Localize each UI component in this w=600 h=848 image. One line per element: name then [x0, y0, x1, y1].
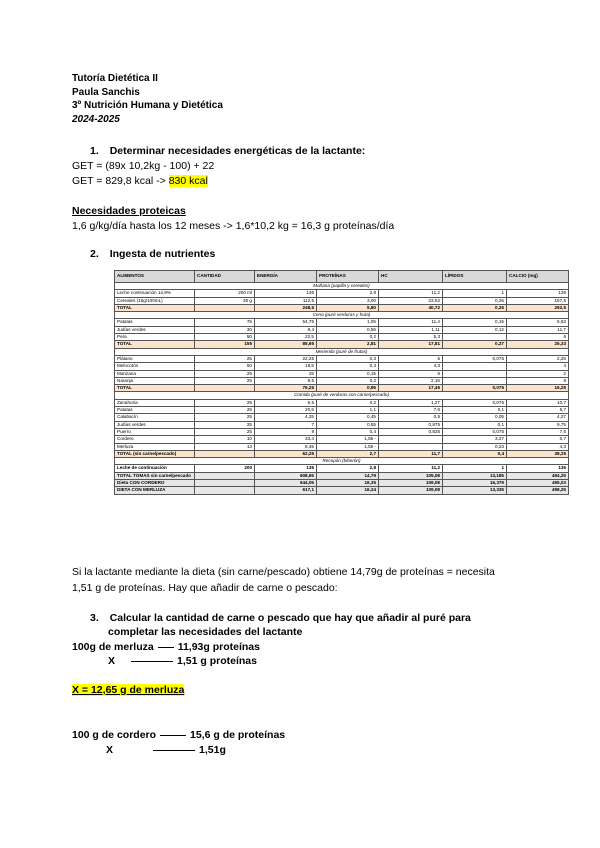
table-cell: 5,5 [255, 399, 317, 406]
degree-line: 3º Nutrición Humana y Dietética [72, 100, 223, 111]
table-cell: 136 [255, 290, 317, 297]
table-cell: 0,2 [317, 399, 379, 406]
table-cell: 0,075 [443, 399, 507, 406]
table-cell [195, 450, 255, 457]
table-header-cell: CALCIO (mg) [507, 271, 569, 283]
table-header-row [115, 271, 569, 283]
table-cell: 75 [195, 319, 255, 326]
table-cell: Judías verdes [115, 326, 195, 333]
table-cell: 54,75 [255, 319, 317, 326]
table-cell: 0,5 [379, 414, 443, 421]
table-cell: 3,00 [317, 297, 379, 304]
table-row [115, 326, 569, 333]
table-cell: 76,25 [255, 385, 317, 392]
table-cell: 16,34 [317, 487, 379, 494]
proteins-text: 1,6 g/kg/día hasta los 12 meses -> 1,6*10,2 kg = 16,3 g proteínas/día [72, 220, 395, 232]
table-cell: 0,2 [317, 377, 379, 384]
table-cell: 200 ml [195, 290, 255, 297]
table-cell: 2,7 [317, 450, 379, 457]
table-cell: 109,08 [379, 487, 443, 494]
table-cell: 25 [195, 414, 255, 421]
table-section-label: Comida (puré de verduras con carne/pescado) [115, 392, 569, 399]
table-cell: 1,1 [317, 407, 379, 414]
table-cell [443, 334, 507, 341]
table-cell: 0,075 [443, 355, 507, 362]
table-cell: 0,4 [317, 428, 379, 435]
section-3-number: 3. [90, 612, 99, 624]
table-cell: 11,2 [379, 465, 443, 472]
table-cell: 6 [379, 370, 443, 377]
table-header-cell: PROTEÍNAS [317, 271, 379, 283]
table-header-cell: LÍPIDOS [443, 271, 507, 283]
table-cell: 0,4 [443, 450, 507, 457]
table-cell: 7 [255, 421, 317, 428]
table-cell: 112,5 [255, 297, 317, 304]
table-cell: 14,79 [317, 472, 379, 479]
table-row [115, 377, 569, 384]
table-cell: 9,75 [507, 421, 569, 428]
table-row [115, 290, 569, 297]
table-cell: 136 [255, 465, 317, 472]
table-cell: 4,25 [255, 414, 317, 421]
table-section-label: Merienda (puré de frutas) [115, 348, 569, 355]
table-cell: Cordero [115, 436, 195, 443]
table-cell: 157,5 [507, 297, 569, 304]
table-section-row [115, 283, 569, 290]
table-header-cell: ALIMENTOS [115, 271, 195, 283]
table-cell: 7,6 [379, 407, 443, 414]
table-cell: 0,15 [443, 319, 507, 326]
table-cell: 0,1 [443, 421, 507, 428]
table-cell [195, 472, 255, 479]
get-result-highlight: 830 kcal [168, 175, 208, 187]
table-header-cell: HC [379, 271, 443, 283]
table-total-row [115, 304, 569, 311]
table-cell: 10 [195, 436, 255, 443]
table-cell: TOTAL [115, 304, 195, 311]
table-cell: Patatas [115, 319, 195, 326]
table-cell: 3,27 [443, 436, 507, 443]
table-cell: 0,075 [443, 385, 507, 392]
cordero-needed-protein: 1,51g [199, 744, 226, 756]
table-row [115, 421, 569, 428]
table-cell: 136 [507, 290, 569, 297]
table-row [115, 319, 569, 326]
table-cell: 200 [195, 465, 255, 472]
section-1-number: 1. [90, 145, 99, 157]
table-section-label: Recopón (biberón) [115, 458, 569, 465]
table-cell: 644,05 [255, 480, 317, 487]
table-cell: Merluza [115, 443, 195, 450]
table-cell: 50 [195, 363, 255, 370]
table-cell: 50 [195, 334, 255, 341]
table-cell: 248,5 [255, 304, 317, 311]
table-cell: 10,7 [507, 399, 569, 406]
table-cell [195, 487, 255, 494]
section-3-title-line-2: completar las necesidades del lactante [108, 626, 303, 638]
paragraph-line-2: 1,51 g de proteínas. Hay que añadir de carne o pescado: [72, 582, 338, 594]
table-cell: 11,4 [379, 319, 443, 326]
table-cell [195, 385, 255, 392]
author-name: Paula Sanchis [72, 86, 140, 98]
table-cell: 8,45 [255, 443, 317, 450]
table-cell: Naranja [115, 377, 195, 384]
table-cell: 5,63 [507, 319, 569, 326]
table-cell: Plátano [115, 355, 195, 362]
table-cell: 0,12 [443, 326, 507, 333]
table-cell: 0,3 [317, 355, 379, 362]
table-cell: 0,25 [443, 297, 507, 304]
table-cell: 30 g [195, 297, 255, 304]
table-cell [379, 436, 443, 443]
table-cell: 11,7 [379, 450, 443, 457]
table-cell: Calabacín [115, 414, 195, 421]
table-total-row [115, 472, 569, 479]
table-cell: 2,15 [379, 377, 443, 384]
table-section-label: Cena (puré verduras y fruta) [115, 312, 569, 319]
table-cell: 13,185 [443, 472, 507, 479]
table-cell: Patatas [115, 407, 195, 414]
table-cell: 498,25 [507, 487, 569, 494]
table-total-row [115, 487, 569, 494]
table-total-row [115, 341, 569, 348]
table-section-row [115, 392, 569, 399]
table-cell: 9,5 [255, 377, 317, 384]
table-row [115, 428, 569, 435]
table-cell: 0,1 [443, 407, 507, 414]
merluza-needed-protein: 1,51 g proteínas [177, 655, 257, 667]
table-cell: 0,825 [379, 428, 443, 435]
table-cell: Judías verdes [115, 421, 195, 428]
table-cell: 105,08 [379, 472, 443, 479]
section-3-title-line-1: Calcular la cantidad de carne o pescado que hay que añadir al puré para [109, 612, 471, 624]
table-cell: 5,3 [379, 334, 443, 341]
proportion-line [153, 750, 195, 751]
table-cell: 617,1 [255, 487, 317, 494]
table-cell: 5,7 [507, 407, 569, 414]
table-cell: 0,56 [317, 326, 379, 333]
table-cell: 8 [507, 377, 569, 384]
paragraph-line-1: Si la lactante mediante la dieta (sin carne/pescado) obtiene 14,79g de proteínas = necesita [72, 566, 495, 578]
table-section-row [115, 458, 569, 465]
table-cell: 4,27 [507, 414, 569, 421]
table-row [115, 355, 569, 362]
table-row [115, 370, 569, 377]
table-cell: 25 [195, 377, 255, 384]
section-2-title: Ingesta de nutrientes [109, 248, 216, 260]
cordero-amount: 100 g de cordero [72, 729, 157, 741]
table-cell: 2 [507, 370, 569, 377]
table-cell [195, 480, 255, 487]
table-row [115, 399, 569, 406]
course-title: Tutoría Dietética II [72, 73, 158, 84]
table-total-row [115, 465, 569, 472]
table-cell: 25 [195, 355, 255, 362]
cordero-protein: 15,6 g de proteínas [190, 729, 286, 741]
table-cell: 136 [507, 465, 569, 472]
table-cell: 30 [195, 326, 255, 333]
table-cell: TOTAL [115, 385, 195, 392]
table-cell: 85,65 [255, 341, 317, 348]
table-cell: 1,27 [379, 399, 443, 406]
academic-year: 2024-2025 [72, 113, 120, 125]
table-cell: Leche de continuación [115, 465, 195, 472]
table-section-row [115, 312, 569, 319]
table-cell: 155 [195, 341, 255, 348]
section-1-title: Determinar necesidades energéticas de la lactante: [109, 145, 366, 157]
table-cell: 494,25 [507, 472, 569, 479]
table-cell: 13,335 [443, 487, 507, 494]
table-cell: 0,45 [317, 414, 379, 421]
table-cell: 0,95 [317, 385, 379, 392]
table-cell: 0,25 [443, 304, 507, 311]
table-cell: 33,4 [255, 436, 317, 443]
table-row [115, 443, 569, 450]
merluza-protein: 11,93g proteínas [177, 641, 260, 653]
table-cell: 13 [195, 443, 255, 450]
table-cell: 4,3 [379, 363, 443, 370]
table-cell: 25 [195, 428, 255, 435]
section-2-heading [90, 248, 215, 260]
nutrient-table-wrapper [114, 270, 568, 495]
table-cell: 11,7 [507, 326, 569, 333]
table-cell: 0,27 [443, 341, 507, 348]
table-cell: 25 [195, 370, 255, 377]
table-cell: 4,3 [507, 443, 569, 450]
table-cell: 7,5 [507, 428, 569, 435]
table-cell: 2,81 [317, 341, 379, 348]
table-cell: 0,05 [443, 414, 507, 421]
table-cell: 25 [195, 421, 255, 428]
table-cell: 608,65 [255, 472, 317, 479]
table-cell [195, 304, 255, 311]
table-cell: 16,379 [443, 480, 507, 487]
table-row [115, 334, 569, 341]
table-cell: DIETA CON MERLUZA [115, 487, 195, 494]
table-cell: 1,56 - [317, 436, 379, 443]
section-2-number: 2. [90, 248, 99, 260]
table-cell: Leche continuación 14,9% [115, 290, 195, 297]
table-cell: 38,25 [507, 450, 569, 457]
merluza-result: X = 12,65 g de merluza [72, 684, 185, 696]
table-cell: Melocotón [115, 363, 195, 370]
table-cell: 0,55 [317, 421, 379, 428]
table-cell: Manzana [115, 370, 195, 377]
table-cell: 1 [443, 465, 507, 472]
table-cell: 5,80 [317, 304, 379, 311]
table-cell [443, 370, 507, 377]
table-cell: 11,2 [379, 290, 443, 297]
table-cell: 4 [507, 363, 569, 370]
get-result [72, 175, 208, 187]
table-row [115, 363, 569, 370]
table-section-label: Mañana (papilla y cereales) [115, 283, 569, 290]
section-1-heading [90, 145, 365, 157]
table-section-row [115, 348, 569, 355]
document-header [72, 72, 223, 126]
get-result-prefix: GET = 829,8 kcal -> [72, 175, 169, 187]
table-cell [443, 377, 507, 384]
table-cell: 1 [443, 290, 507, 297]
table-cell: Puerro [115, 428, 195, 435]
table-cell: 8,4 [255, 326, 317, 333]
merluza-line-1 [72, 641, 260, 653]
table-cell: 19,5 [255, 363, 317, 370]
table-cell: 23,52 [379, 297, 443, 304]
table-row [115, 414, 569, 421]
table-cell: 0,23 [443, 443, 507, 450]
table-header-cell: CANTIDAD [195, 271, 255, 283]
table-cell: 22,25 [255, 355, 317, 362]
table-cell: 62,25 [255, 450, 317, 457]
table-cell: 17,45 [379, 385, 443, 392]
table-total-row [115, 385, 569, 392]
table-cell: 0,15 [317, 370, 379, 377]
table-cell: 0,3 [317, 363, 379, 370]
table-cell: TOTAL TOMAS sin carne/pescado [115, 472, 195, 479]
table-cell: TOTAL [115, 341, 195, 348]
table-cell: 16,25 [507, 385, 569, 392]
table-total-row [115, 450, 569, 457]
proportion-line [160, 735, 186, 736]
table-cell: 25 [255, 370, 317, 377]
table-cell: 8 [255, 428, 317, 435]
table-cell: 22,5 [255, 334, 317, 341]
get-formula: GET = (89x 10,2kg - 100) + 22 [72, 160, 215, 172]
table-cell: Zanahoria [115, 399, 195, 406]
table-cell: Cereales (15g/100mL) [115, 297, 195, 304]
table-cell: Pera [115, 334, 195, 341]
table-cell: 0,7 [507, 436, 569, 443]
table-cell: 25,33 [507, 341, 569, 348]
table-cell: 17,81 [379, 341, 443, 348]
table-cell: 109,08 [379, 480, 443, 487]
table-cell: 292,5 [507, 304, 569, 311]
nutrient-table [114, 270, 569, 495]
merluza-line-2 [108, 655, 257, 667]
table-cell: 2,25 [507, 355, 569, 362]
cordero-line-1 [72, 729, 285, 741]
table-cell: 25 [195, 407, 255, 414]
table-header-cell: ENERGÍA [255, 271, 317, 283]
table-cell: 16,35 [317, 480, 379, 487]
table-cell: 25 [195, 399, 255, 406]
table-cell: 2,8 [317, 290, 379, 297]
proportion-line [131, 661, 173, 662]
table-cell: Dieta CON CORDERO [115, 480, 195, 487]
table-cell: 1,05 [317, 319, 379, 326]
merluza-x: X [108, 655, 116, 667]
table-cell [443, 363, 507, 370]
cordero-x: X [106, 744, 114, 756]
proportion-line [158, 647, 174, 648]
table-total-row [115, 480, 569, 487]
table-cell: 5 [379, 355, 443, 362]
table-row [115, 407, 569, 414]
table-cell: TOTAL (sin carne/pescado) [115, 450, 195, 457]
merluza-amount: 100g de merluza [72, 641, 154, 653]
table-cell: 1,11 [379, 326, 443, 333]
table-cell: 40,72 [379, 304, 443, 311]
table-cell: 2,8 [317, 465, 379, 472]
table-cell: 495,03 [507, 480, 569, 487]
table-cell: 20,5 [255, 407, 317, 414]
table-cell: 1,55 - [317, 443, 379, 450]
table-cell: 0,875 [379, 421, 443, 428]
proteins-heading: Necesidades proteicas [72, 205, 186, 217]
table-cell: 5 [507, 334, 569, 341]
table-cell [379, 443, 443, 450]
section-3-heading [90, 612, 471, 624]
cordero-line-2 [106, 744, 226, 756]
table-cell: 0,075 [443, 428, 507, 435]
table-cell: 0,2 [317, 334, 379, 341]
table-row [115, 297, 569, 304]
table-row [115, 436, 569, 443]
